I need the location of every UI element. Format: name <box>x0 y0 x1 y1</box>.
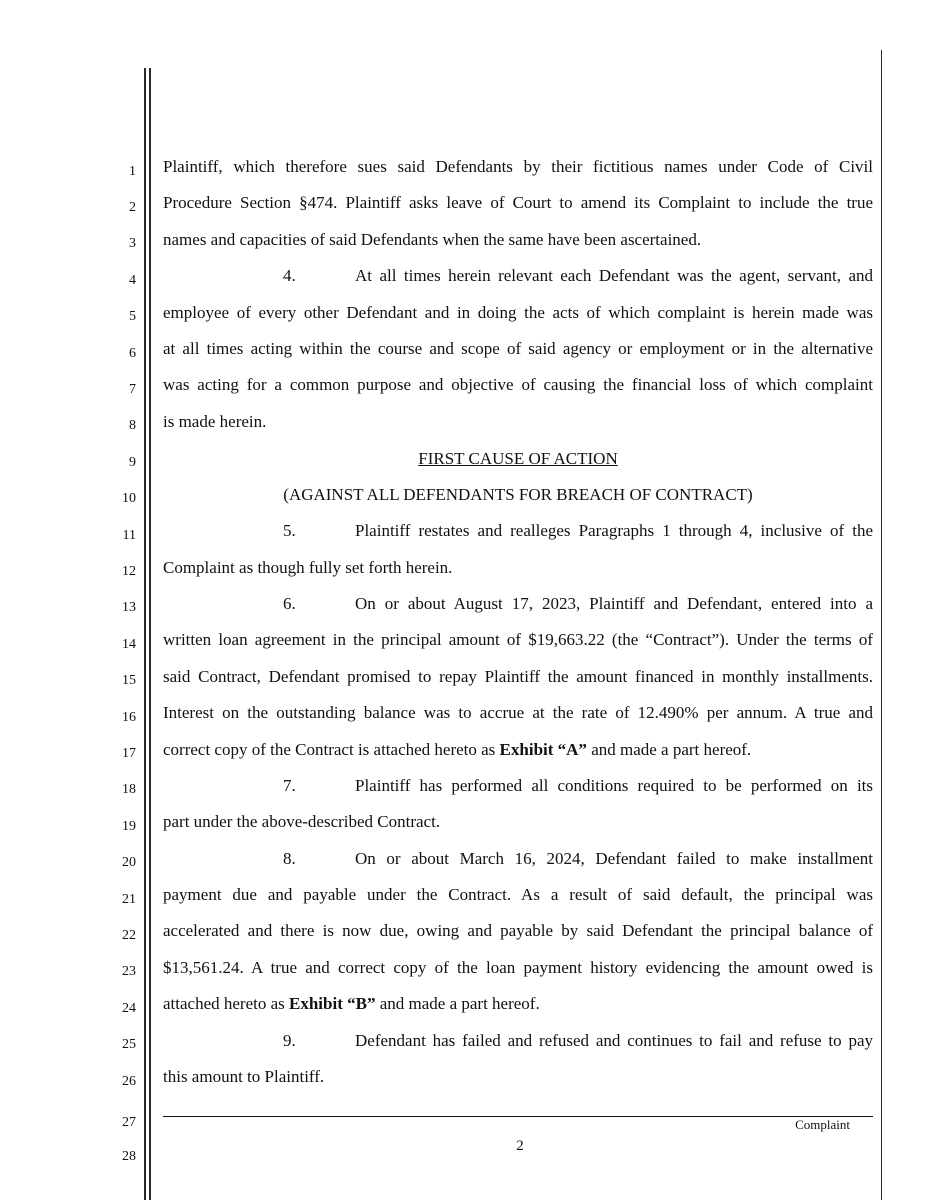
line-number: 10 <box>122 491 136 506</box>
body-line-exhibit-a <box>163 739 873 761</box>
body-line: Procedure Section §474. Plaintiff asks leave of Court to amend its Complaint to include the true <box>163 193 873 212</box>
body-line: employee of every other Defendant and in doing the acts of which complaint is herein made was <box>163 303 873 322</box>
body-line: written loan agreement in the principal amount of $19,663.22 (the “Contract”). Under the terms of <box>163 630 873 649</box>
line-number: 3 <box>129 236 136 251</box>
line-number: 18 <box>122 782 136 797</box>
line-number: 1 <box>129 164 136 179</box>
body-line-exhibit-b <box>163 993 873 1015</box>
line-number: 19 <box>122 819 136 834</box>
body-line-text: Plaintiff restates and realleges Paragraphs 1 through 4, inclusive of the <box>355 521 873 540</box>
body-line-text: and made a part hereof. <box>591 740 752 759</box>
body-line: $13,561.24. A true and correct copy of the loan payment history evidencing the amount owed is <box>163 958 873 977</box>
body-line: payment due and payable under the Contract. As a result of said default, the principal was <box>163 885 873 904</box>
body-line-text: Plaintiff has performed all conditions required to be performed on its <box>355 776 873 795</box>
body-line-text: correct copy of the Contract is attached hereto as <box>163 740 496 759</box>
paragraph-number: 8. <box>283 849 296 868</box>
paragraph-number: 6. <box>283 594 296 613</box>
left-margin-rule <box>144 68 146 1200</box>
line-number: 22 <box>122 928 136 943</box>
paragraph-number: 4. <box>283 266 296 285</box>
line-number: 23 <box>122 964 136 979</box>
body-line: Plaintiff, which therefore sues said Defendants by their fictitious names under Code of Civil <box>163 157 873 176</box>
paragraph-number: 9. <box>283 1031 296 1050</box>
line-number: 27 <box>122 1115 136 1130</box>
body-line: this amount to Plaintiff. <box>163 1067 325 1086</box>
section-heading <box>163 448 873 470</box>
line-number: 6 <box>129 346 136 361</box>
line-number: 20 <box>122 855 136 870</box>
paragraph-number: 5. <box>283 521 296 540</box>
body-line: part under the above-described Contract. <box>163 812 441 831</box>
line-number: 26 <box>122 1074 136 1089</box>
right-margin-rule <box>881 50 882 1200</box>
line-number: 15 <box>122 673 136 688</box>
line-number: 16 <box>122 710 136 725</box>
exhibit-b-label: Exhibit “B” <box>289 994 376 1013</box>
line-number: 14 <box>122 637 136 652</box>
line-number: 9 <box>129 455 136 470</box>
body-line: Interest on the outstanding balance was to accrue at the rate of 12.490% per annum. A true and <box>163 703 873 722</box>
body-line-text: On or about August 17, 2023, Plaintiff and Defendant, entered into a <box>355 594 873 613</box>
line-number: 5 <box>129 309 136 324</box>
line-number: 21 <box>122 892 136 907</box>
section-heading-text: FIRST CAUSE OF ACTION <box>418 449 618 468</box>
paragraph-9-first-line <box>163 1030 873 1052</box>
body-line-text: Defendant has failed and refused and continues to fail and refuse to pay <box>355 1031 873 1050</box>
paragraph-8-first-line <box>163 848 873 870</box>
body-line: names and capacities of said Defendants when the same have been ascertained. <box>163 230 702 249</box>
line-number: 12 <box>122 564 136 579</box>
left-margin-rule-inner <box>149 68 151 1200</box>
exhibit-a-label: Exhibit “A” <box>499 740 587 759</box>
line-number: 17 <box>122 746 136 761</box>
line-number: 7 <box>129 382 136 397</box>
line-number: 13 <box>122 600 136 615</box>
body-line-text: At all times herein relevant each Defendant was the agent, servant, and <box>355 266 873 285</box>
paragraph-6-first-line <box>163 593 873 615</box>
line-number: 24 <box>122 1001 136 1016</box>
paragraph-5-first-line <box>163 520 873 542</box>
body-line: said Contract, Defendant promised to repay Plaintiff the amount financed in monthly installments. <box>163 667 873 686</box>
paragraph-4-first-line <box>163 265 873 287</box>
body-line-text: and made a part hereof. <box>379 994 540 1013</box>
line-number: 28 <box>122 1149 136 1164</box>
line-number: 8 <box>129 418 136 433</box>
section-subheading: (AGAINST ALL DEFENDANTS FOR BREACH OF CONTRACT) <box>283 485 753 504</box>
body-line: Complaint as though fully set forth herein. <box>163 558 453 577</box>
paragraph-7-first-line <box>163 775 873 797</box>
line-number: 4 <box>129 273 136 288</box>
paragraph-number: 7. <box>283 776 296 795</box>
body-line: at all times acting within the course and scope of said agency or employment or in the alternative <box>163 339 873 358</box>
body-line: was acting for a common purpose and objective of causing the financial loss of which complaint <box>163 375 873 394</box>
body-line: is made herein. <box>163 412 267 431</box>
body-line-text: On or about March 16, 2024, Defendant failed to make installment <box>355 849 873 868</box>
line-number: 25 <box>122 1037 136 1052</box>
line-number: 11 <box>122 528 136 543</box>
line-number: 2 <box>129 200 136 215</box>
body-line: accelerated and there is now due, owing and payable by said Defendant the principal balance of <box>163 921 873 940</box>
footer-document-title: Complaint <box>795 1117 850 1132</box>
body-line-text: attached hereto as <box>163 994 285 1013</box>
page-number: 2 <box>516 1138 524 1154</box>
